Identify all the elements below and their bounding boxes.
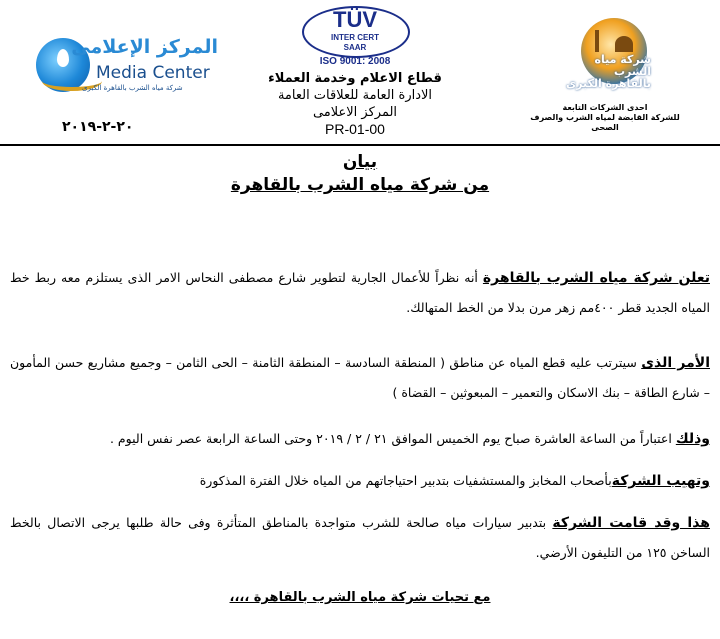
document-date: ٢٠-٢-٢٠١٩ bbox=[62, 119, 134, 135]
minaret-icon bbox=[595, 30, 599, 52]
paragraph-lead: وذلك bbox=[675, 431, 710, 447]
media-center-arabic: المركز الإعلامى bbox=[71, 36, 218, 58]
company-caption-line2: للشركة القابضة لمياه الشرب والصرف الصحى bbox=[530, 113, 680, 132]
dome-icon bbox=[615, 36, 633, 52]
tuv-certification-logo bbox=[302, 6, 408, 68]
paragraph-lead: تعلن شركة مياه الشرب بالقاهرة bbox=[482, 270, 710, 286]
document-code: PR-01-00 bbox=[325, 121, 385, 137]
company-caption bbox=[530, 103, 680, 133]
department-name: الادارة العامة للعلاقات العامة bbox=[277, 88, 433, 103]
paragraph-text: بتدبير سيارات مياه صالحة للشرب متواجدة بالمناطق المتأثرة وفى حالة طلبها يرجى الاتصال بالخط الساخن ١٢٥ من التليفون الأرضي. bbox=[10, 515, 710, 560]
statement-subtitle: من شركة مياه الشرب بالقاهرة bbox=[230, 175, 490, 195]
media-center-logo bbox=[36, 36, 216, 96]
media-center-english: Media Center bbox=[96, 63, 210, 83]
water-drop-icon bbox=[57, 49, 69, 67]
paragraph-lead: هذا وقد قامت الشركة bbox=[552, 515, 710, 531]
media-center-subtitle: شركة مياه الشرب بالقاهرة الكبرى bbox=[82, 84, 183, 92]
paragraph-text: بأصحاب المخابز والمستشفيات بتدبير احتياجاتهم من المياه خلال الفترة المذكورة bbox=[199, 473, 612, 488]
paragraph-schedule bbox=[10, 424, 710, 454]
company-logo bbox=[555, 18, 655, 98]
paragraph-announcement bbox=[10, 263, 710, 323]
statement-title: بيان bbox=[342, 152, 378, 172]
paragraph-text: اعتباراً من الساعة العاشرة صباح يوم الخميس الموافق ٢١ / ٢ / ٢٠١٩ وحتى الساعة الرابعة عصر نفس اليوم . bbox=[109, 431, 676, 446]
header-divider bbox=[0, 144, 720, 146]
paragraph-lead: الأمر الذى bbox=[641, 355, 710, 371]
letterhead bbox=[0, 0, 720, 146]
tuv-brand: TÜV bbox=[333, 7, 377, 32]
paragraph-text: أنه نظراً للأعمال الجارية لتطوير شارع مصطفى النحاس الامر الذى يستلزم معه ربط خط المياه الجديد قطر ٤٠٠مم زهر مرن بدلا من الخط المتهالك. bbox=[10, 270, 710, 315]
tuv-intercert: INTER CERT bbox=[331, 33, 379, 42]
company-logo-name bbox=[555, 54, 651, 90]
center-name: المركز الاعلامى bbox=[312, 105, 398, 120]
company-logo-line1: شركة مياه الشرب bbox=[594, 53, 651, 78]
paragraph-lead: وتهيب الشركة bbox=[611, 473, 710, 489]
closing-signoff: مع تحيات شركة مياه الشرب بالقاهرة ،،،، bbox=[229, 590, 491, 605]
iso-standard: ISO 9001: 2008 bbox=[319, 56, 391, 67]
paragraph-text: سيترتب عليه قطع المياه عن مناطق ( المنطقة السادسة – المنطقة الثامنة – الحى الثامن – وجميع مشاريع حسن المأمون – شارع الطاقة – بنك الاسكان والتعمير – المبعوثين – القضاة ) bbox=[10, 355, 710, 400]
issuer-block bbox=[250, 70, 460, 138]
sector-name: قطاع الاعلام وخدمة العملاء bbox=[268, 71, 442, 86]
paragraph-water-trucks bbox=[10, 508, 710, 568]
paragraph-advisory bbox=[10, 466, 710, 496]
company-logo-line2: بالقاهرة الكبرى bbox=[566, 77, 651, 90]
company-caption-line1: احدى الشركات التابعة bbox=[562, 103, 648, 112]
paragraph-affected-areas bbox=[10, 348, 710, 408]
tuv-saar: SAAR bbox=[343, 43, 367, 52]
